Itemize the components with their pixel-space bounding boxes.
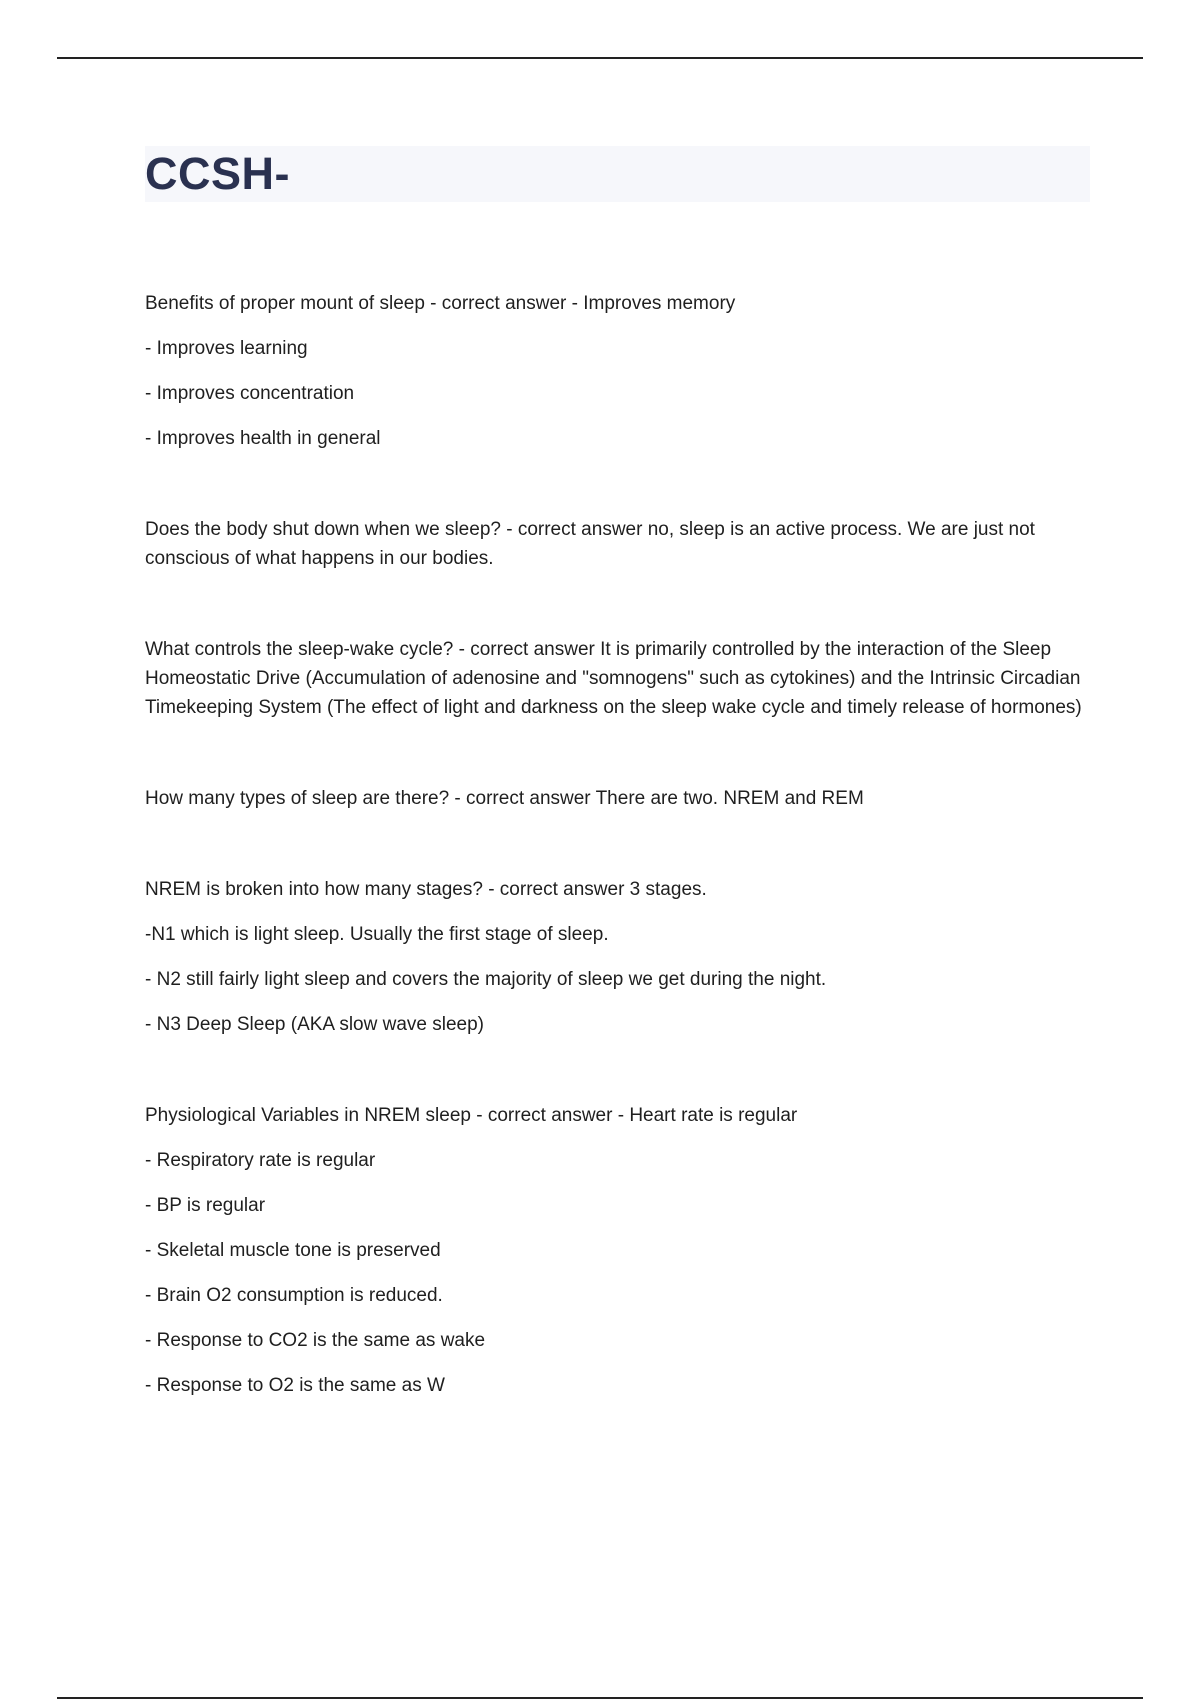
qa-list: [145, 289, 1090, 1400]
qa-text: - Respiratory rate is regular: [145, 1150, 376, 1171]
qa-text: - Improves concentration: [145, 383, 355, 404]
qa-item-nrem-stages: [145, 875, 1090, 1039]
top-rule: [57, 57, 1143, 59]
qa-text: -N1 which is light sleep. Usually the first stage of sleep.: [145, 924, 609, 945]
document-title: CCSH-: [145, 148, 290, 199]
qa-text: - BP is regular: [145, 1195, 266, 1216]
qa-text: - Response to CO2 is the same as wake: [145, 1330, 486, 1351]
qa-text: Benefits of proper mount of sleep - correct answer - Improves memory: [145, 293, 736, 314]
document-body: [145, 146, 1090, 1462]
qa-text: NREM is broken into how many stages? - correct answer 3 stages.: [145, 879, 707, 900]
qa-item-nrem-physiology: [145, 1101, 1090, 1400]
qa-text: - Brain O2 consumption is reduced.: [145, 1285, 443, 1306]
qa-text: Physiological Variables in NREM sleep - correct answer - Heart rate is regular: [145, 1105, 798, 1126]
qa-text: - Improves health in general: [145, 428, 381, 449]
bottom-rule: [57, 1697, 1143, 1699]
qa-text: - N2 still fairly light sleep and covers the majority of sleep we get during the night.: [145, 969, 827, 990]
qa-item-sleep-types: [145, 784, 1090, 813]
qa-item-body-shutdown: [145, 515, 1090, 573]
qa-text: - Response to O2 is the same as W: [145, 1375, 445, 1396]
qa-text: How many types of sleep are there? - correct answer There are two. NREM and REM: [145, 788, 864, 809]
qa-text: Does the body shut down when we sleep? - correct answer no, sleep is an active process. We are just not conscious of what happens in our bodies.: [145, 519, 1035, 569]
qa-text: What controls the sleep-wake cycle? - correct answer It is primarily controlled by the interaction of the Sleep Homeostatic Drive (Accumulation of adenosine and "somnogens" such as cytokines) and the Intrinsic Circadian Timekeeping System (The effect of light and darkness on the sleep wake cycle and timely release of hormones): [145, 639, 1082, 718]
qa-item-sleep-benefits: [145, 289, 1090, 453]
qa-item-sleep-wake-control: [145, 635, 1090, 722]
qa-text: - Improves learning: [145, 338, 308, 359]
qa-text: - Skeletal muscle tone is preserved: [145, 1240, 441, 1261]
qa-text: - N3 Deep Sleep (AKA slow wave sleep): [145, 1014, 484, 1035]
title-banner: [145, 146, 1090, 202]
